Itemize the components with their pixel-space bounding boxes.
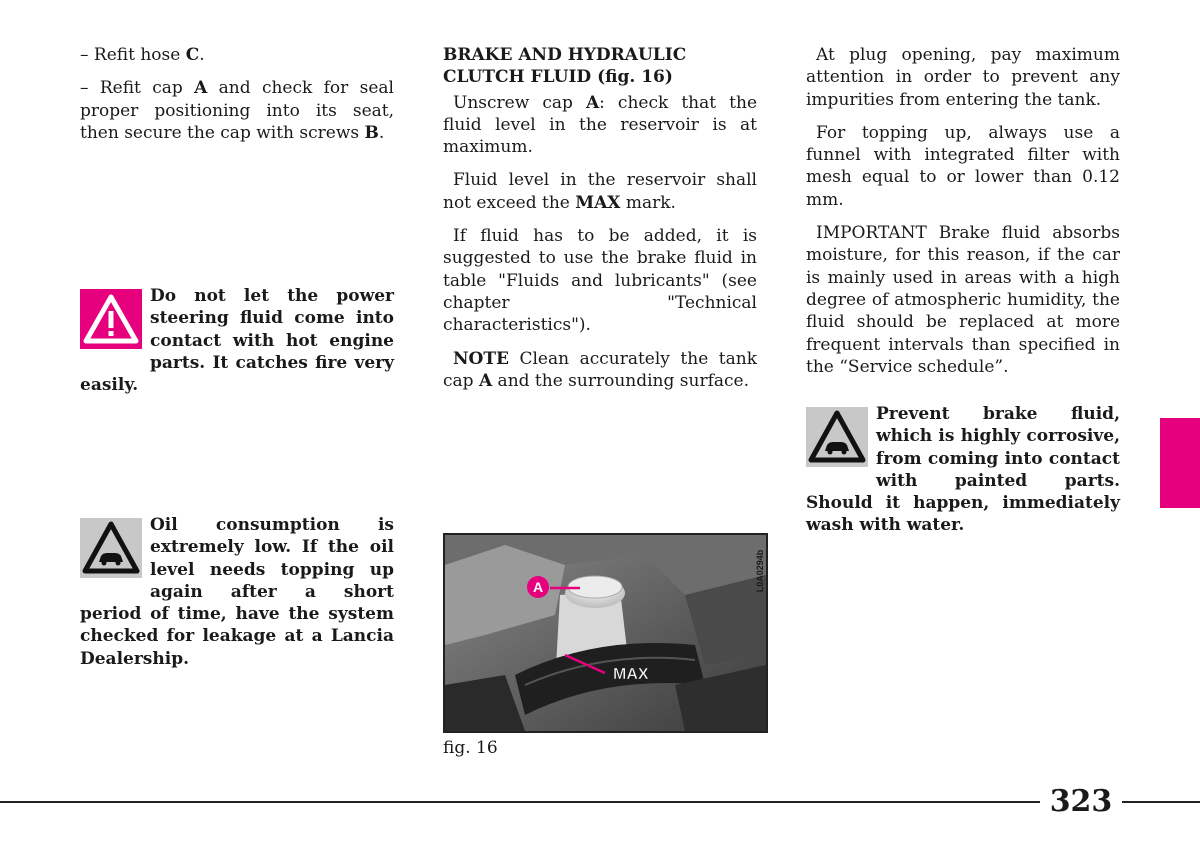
column-3 xyxy=(806,44,1120,389)
paragraph-fluid-level: Fluid level in the reservoir shall not exceed the MAX mark. xyxy=(443,170,757,213)
section-heading: BRAKE AND HYDRAULIC CLUTCH FLUID (fig. 16) xyxy=(443,45,687,88)
car-warning-icon xyxy=(80,518,142,584)
figure-photo xyxy=(443,533,768,733)
fire-warning-icon xyxy=(80,289,142,355)
paragraph-important: IMPORTANT Brake fluid absorbs moisture, for this reason, if the car is mainly used in areas with a high degree of atmospheric humidity, the fluid should be replaced at more frequent intervals than specified in the “Service schedule”. xyxy=(806,223,1120,377)
chapter-tab xyxy=(1160,418,1200,508)
figure-caption: fig. 16 xyxy=(443,738,498,758)
warning-brake-fluid: Prevent brake fluid, which is highly corrosive, from coming into contact with painted parts. Should it happen, immediately wash with water. xyxy=(806,404,1120,536)
footer-rule-right xyxy=(1122,801,1200,803)
paragraph-note: NOTE Clean accurately the tank cap A and the surrounding surface. xyxy=(443,348,757,391)
column-1 xyxy=(80,44,394,155)
paragraph-refit-hose: – Refit hose C. xyxy=(80,45,205,65)
warning-oil-consumption: Oil consumption is extremely low. If the oil level needs topping up again after a short period of time, have the system checked for leakage at a Lancia Dealership. xyxy=(80,515,394,669)
paragraph-unscrew-cap: Unscrew cap A: check that the fluid level in the reservoir is at maximum. xyxy=(443,92,757,158)
paragraph-refit-cap: – Refit cap A and check for seal proper positioning into its seat, then secure the cap with screws B. xyxy=(80,78,394,143)
paragraph-plug-opening: At plug opening, pay maximum attention in order to prevent any impurities from entering the tank. xyxy=(806,45,1120,110)
paragraph-topping-up: For topping up, always use a funnel with integrated filter with mesh equal to or lower than 0.12 mm. xyxy=(806,122,1120,210)
column-2 xyxy=(443,44,757,403)
car-warning-icon xyxy=(806,407,868,473)
page-number: 323 xyxy=(1049,784,1113,819)
warning-power-steering: Do not let the power steering fluid come into contact with hot engine parts. It catches fire very easily. xyxy=(80,286,394,396)
figure-label-max: MAX xyxy=(613,666,649,683)
footer-rule-left xyxy=(0,801,1040,803)
figure-code: L0A0294b xyxy=(755,549,765,593)
paragraph-fluid-add: If fluid has to be added, it is suggested to use the brake fluid in table "Fluids and lubricants" (see chapter "Technical characteristics"). xyxy=(443,226,757,336)
figure-label-a: A xyxy=(532,579,544,595)
